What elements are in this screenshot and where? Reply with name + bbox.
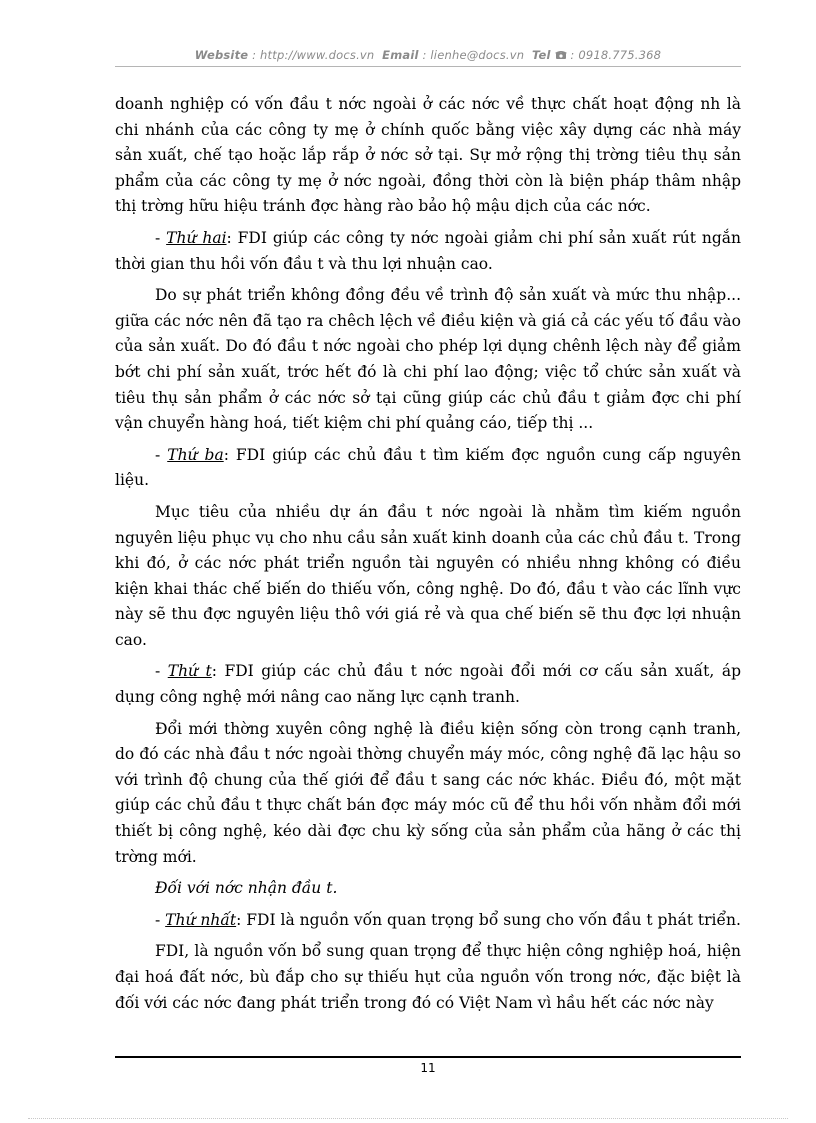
document-body	[115, 92, 741, 1022]
list-lead: Thứ ba	[167, 445, 224, 464]
tel-label: Tel	[531, 48, 551, 62]
list-item	[115, 908, 741, 934]
list-lead: Thứ hai	[166, 228, 227, 247]
list-item	[115, 659, 741, 710]
tel-number: : 0918.775.368	[570, 48, 662, 62]
page-bottom-border	[28, 1118, 788, 1119]
list-lead: Thứ t	[167, 662, 212, 681]
list-text: : FDI giúp các chủ đầu t nớc ngoài đổi mới cơ cấu sản xuất, áp dụng công nghệ mới nâng cao năng lực cạnh tranh.	[115, 662, 741, 707]
list-text: : FDI giúp các chủ đầu t tìm kiếm đợc nguồn cung cấp nguyên liệu.	[115, 445, 741, 490]
list-dash: -	[155, 662, 168, 681]
email-label: Email	[382, 48, 419, 62]
website-label: Website	[194, 48, 249, 62]
phone-icon	[555, 48, 571, 62]
list-lead: Thứ nhất	[165, 910, 237, 929]
list-item	[115, 226, 741, 277]
paragraph: FDI, là nguồn vốn bổ sung quan trọng để thực hiện công nghiệp hoá, hiện đại hoá đất nớc, bù đắp cho sự thiếu hụt của nguồn vốn trong nớc, đặc biệt là đối với các nớc đang phát triển trong đó có Việt Nam vì hầu hết các nớc này	[115, 942, 741, 1012]
list-dash: -	[155, 910, 166, 929]
section-heading: Đối với nớc nhận đầu t.	[155, 879, 338, 898]
paragraph: doanh nghiệp có vốn đầu t nớc ngoài ở các nớc về thực chất hoạt động nh là chi nhánh của các công ty mẹ ở chính quốc bằng việc xây dựng các nhà máy sản xuất, chế tạo hoặc lắp rắp ở nớc sở tại. Sự mở rộng thị trờng tiêu thụ sản phẩm của các công ty mẹ ở nớc ngoài, đồng thời còn là biện pháp thâm nhập thị trờng hữu hiệu tránh đợc hàng rào bảo hộ mậu dịch của các nớc.	[115, 95, 741, 216]
list-dash: -	[155, 445, 168, 464]
page-number: 11	[420, 1061, 436, 1075]
email-address[interactable]: : lienhe@docs.vn	[422, 48, 525, 62]
header-divider	[115, 66, 741, 67]
paragraph: Đổi mới thờng xuyên công nghệ là điều kiện sống còn trong cạnh tranh, do đó các nhà đầu t nớc ngoài thờng chuyển máy móc, công nghệ đã lạc hậu so với trình độ chung của thế giới để đầu t sang các nớc khác. Điều đó, một mặt giúp các chủ đầu t thực chất bán đợc máy móc cũ để thu hồi vốn nhằm đổi mới thiết bị công nghệ, kéo dài đợc chu kỳ sống của sản phẩm của hãng ở các thị trờng mới.	[115, 719, 741, 866]
list-text: : FDI giúp các công ty nớc ngoài giảm chi phí sản xuất rút ngắn thời gian thu hồi vốn đầu t và thu lợi nhuận cao.	[115, 228, 741, 273]
footer-divider	[115, 1056, 741, 1058]
list-text: : FDI là nguồn vốn quan trọng bổ sung cho vốn đầu t phát triển.	[236, 910, 741, 929]
page-header	[115, 48, 741, 62]
list-item	[115, 443, 741, 494]
paragraph: Mục tiêu của nhiều dự án đầu t nớc ngoài là nhằm tìm kiếm nguồn nguyên liệu phục vụ cho nhu cầu sản xuất kinh doanh của các chủ đầu t. Trong khi đó, ở các nớc phát triển nguồn tài nguyên có nhiều nhng không có điều kiện khai thác chế biến do thiếu vốn, công nghệ. Do đó, đầu t vào các lĩnh vực này sẽ thu đợc nguyên liệu thô với giá rẻ và qua chế biến sẽ thu đợc lợi nhuận cao.	[115, 502, 741, 649]
website-url[interactable]: : http://www.docs.vn	[252, 48, 375, 62]
list-dash: -	[155, 228, 167, 247]
paragraph: Do sự phát triển không đồng đều về trình độ sản xuất và mức thu nhập... giữa các nớc nên đã tạo ra chêch lệch về điều kiện và giá cả các yếu tố đầu vào của sản xuất. Do đó đầu t nớc ngoài cho phép lợi dụng chênh lệch này để giảm bớt chi phí sản xuất, trớc hết đó là chi phí lao động; việc tổ chức sản xuất và tiêu thụ sản phẩm ở các nớc sở tại cũng giúp các chủ đầu t giảm đợc chi phí vận chuyển hàng hoá, tiết kiệm chi phí quảng cáo, tiếp thị ...	[115, 286, 741, 433]
